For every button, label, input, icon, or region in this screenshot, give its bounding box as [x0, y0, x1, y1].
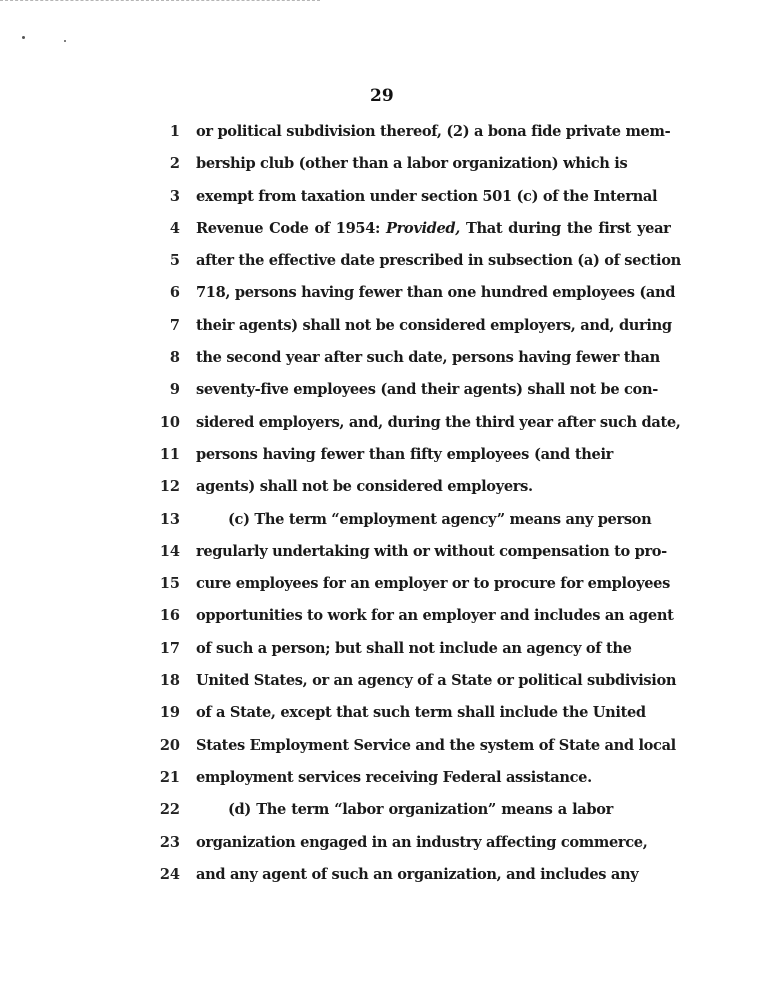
text-line: [0, 698, 763, 730]
line-text: the second year after such date, persons having fewer than: [196, 349, 660, 367]
text-line: [0, 311, 763, 343]
line-number: 19: [159, 704, 180, 722]
line-text: exempt from taxation under section 501 (c) of the Internal: [196, 187, 658, 205]
line-text: regularly undertaking with or without compensation to pro-: [196, 542, 667, 560]
line-number: 23: [159, 833, 180, 851]
text-line: [0, 537, 763, 569]
line-text: of a State, except that such term shall include the United: [196, 704, 646, 722]
line-number: 1: [169, 123, 180, 140]
line-text: 718, persons having fewer than one hundred employees (and: [196, 284, 676, 302]
line-number: 9: [169, 381, 180, 399]
page-number: 29: [370, 86, 394, 106]
line-number: 12: [159, 478, 180, 496]
text-line: [0, 278, 763, 310]
scan-speck: [22, 36, 25, 39]
text-line: [0, 408, 763, 440]
text-line: [0, 763, 763, 795]
line-number: 2: [169, 155, 180, 173]
line-text: cure employees for an employer or to procure for employees: [196, 575, 670, 593]
text-line: [0, 343, 763, 375]
line-number: 13: [159, 510, 180, 528]
line-text: [196, 214, 671, 244]
text-line: [0, 731, 763, 763]
line-text: or political subdivision thereof, (2) a bona fide private mem-: [196, 123, 671, 140]
line-number: 11: [159, 445, 180, 463]
line-number: 6: [169, 284, 180, 302]
line-number: 17: [159, 639, 180, 657]
text-line: [0, 634, 763, 666]
line-text: bership club (other than a labor organization) which is: [196, 155, 628, 173]
text-line: [0, 149, 763, 181]
line-number: 5: [169, 252, 180, 270]
line-number: 10: [159, 413, 180, 431]
line-text: (d) The term “labor organization” means a labor: [228, 801, 613, 819]
line-number: 15: [159, 575, 180, 593]
scan-speck: [64, 40, 66, 42]
text-line: [0, 569, 763, 601]
text-line: [0, 375, 763, 407]
text-line: [0, 666, 763, 698]
text-line: [0, 828, 763, 860]
text-line: [0, 505, 763, 537]
line-number: 8: [169, 349, 180, 367]
line-text: employment services receiving Federal assistance.: [196, 768, 592, 786]
line-number: 18: [159, 672, 180, 690]
line-number: 16: [159, 607, 180, 625]
line-text-segment: Revenue Code of 1954:: [196, 219, 386, 237]
line-number: 22: [159, 801, 180, 819]
line-text: of such a person; but shall not include an agency of the: [196, 639, 632, 657]
line-text: sidered employers, and, during the third year after such date,: [196, 413, 681, 431]
line-number: 24: [159, 865, 180, 883]
text-line: [0, 795, 763, 827]
top-edge-rule: [0, 0, 320, 1]
line-text: agents) shall not be considered employers.: [196, 478, 533, 496]
line-text: opportunities to work for an employer and includes an agent: [196, 607, 674, 625]
line-number: 21: [159, 768, 180, 786]
numbered-lines: [0, 117, 763, 892]
text-line: [0, 440, 763, 472]
italic-term: Provided,: [385, 219, 461, 237]
text-line: [0, 117, 763, 149]
text-line: [0, 472, 763, 504]
line-text: after the effective date prescribed in subsection (a) of section: [196, 252, 681, 270]
line-text-segment: That during the first year: [460, 219, 671, 237]
line-number: 4: [169, 219, 180, 237]
line-number: 3: [169, 187, 180, 205]
text-line: [0, 246, 763, 278]
line-text: seventy-five employees (and their agents) shall not be con-: [196, 381, 658, 399]
text-line: [0, 860, 763, 892]
line-number: 20: [159, 736, 180, 754]
line-number: 14: [159, 542, 180, 560]
line-text: and any agent of such an organization, and includes any: [196, 865, 639, 883]
line-number: 7: [169, 316, 180, 334]
line-text: United States, or an agency of a State or political subdivision: [196, 672, 677, 690]
text-line: [0, 182, 763, 214]
text-line: [0, 601, 763, 633]
line-text: their agents) shall not be considered employers, and, during: [196, 316, 672, 334]
line-text: persons having fewer than fifty employees (and their: [196, 445, 613, 463]
line-text: organization engaged in an industry affecting commerce,: [196, 833, 648, 851]
text-line: [0, 214, 763, 246]
line-text: (c) The term “employment agency” means any person: [228, 510, 652, 528]
line-text: States Employment Service and the system of State and local: [196, 736, 676, 754]
